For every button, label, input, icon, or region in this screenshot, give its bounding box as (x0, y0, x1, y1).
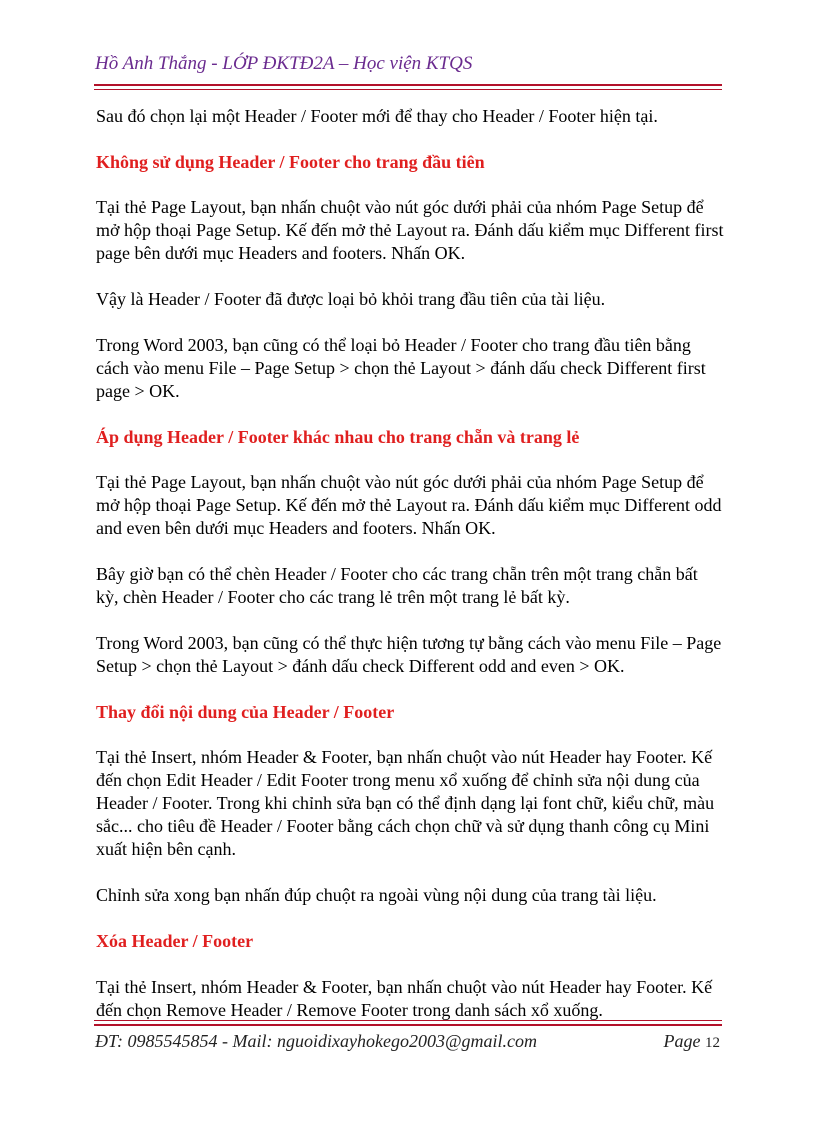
footer-divider-thin (94, 1020, 722, 1021)
paragraph: Vậy là Header / Footer đã được loại bỏ khỏi trang đầu tiên của tài liệu. (96, 289, 606, 309)
page-header-title: Hồ Anh Thắng - LỚP ĐKTĐ2A – Học viện KTQS (95, 53, 473, 74)
section-heading-edit-content: Thay đổi nội dung của Header / Footer (96, 702, 395, 722)
footer-contact-info: ĐT: 0985545854 - Mail: nguoidixayhokego2003@gmail.com (95, 1031, 538, 1051)
paragraph: Tại thẻ Insert, nhóm Header & Footer, bạn nhấn chuột vào nút Header hay Footer. Kế đến chọn Remove Header / Remove Footer trong danh sách xổ xuống. (96, 977, 713, 1020)
page-number-value: 12 (705, 1035, 720, 1051)
paragraph: Bây giờ bạn có thể chèn Header / Footer cho các trang chẵn trên một trang chẵn bất kỳ, chèn Header / Footer cho các trang lẻ trên một trang lẻ bất kỳ. (96, 564, 698, 607)
paragraph: Tại thẻ Page Layout, bạn nhấn chuột vào nút góc dưới phải của nhóm Page Setup để mở hộp thoại Page Setup. Kế đến mở thẻ Layout ra. Đánh dấu kiểm mục Different odd and even bên dưới mục Headers and footers. Nhấn OK. (96, 472, 722, 538)
header-divider-thin (94, 89, 722, 90)
paragraph: Trong Word 2003, bạn cũng có thể thực hiện tương tự bằng cách vào menu File – Page Setup > chọn thẻ Layout > đánh dấu check Different odd and even > OK. (96, 633, 722, 676)
paragraph: Tại thẻ Page Layout, bạn nhấn chuột vào nút góc dưới phải của nhóm Page Setup để mở hộp thoại Page Setup. Kế đến mở thẻ Layout ra. Đánh dấu kiểm mục Different first page bên dưới mục Headers and footers. Nhấn OK. (96, 197, 724, 263)
paragraph: Trong Word 2003, bạn cũng có thể loại bỏ Header / Footer cho trang đầu tiên bằng cách vào menu File – Page Setup > chọn thẻ Layout > đánh dấu check Different first page > OK. (96, 335, 706, 401)
page-number (664, 1031, 720, 1052)
section-heading-first-page: Không sử dụng Header / Footer cho trang đầu tiên (96, 152, 485, 172)
paragraph: Tại thẻ Insert, nhóm Header & Footer, bạn nhấn chuột vào nút Header hay Footer. Kế đến chọn Edit Header / Edit Footer trong menu xổ xuống để chỉnh sửa nội dung của Header / Footer. Trong khi chỉnh sửa bạn có thể định dạng lại font chữ, kiểu chữ, màu sắc... cho tiêu đề Header / Footer bằng cách chọn chữ và sử dụng thanh công cụ Mini xuất hiện bên cạnh. (96, 747, 715, 859)
intro-paragraph: Sau đó chọn lại một Header / Footer mới để thay cho Header / Footer hiện tại. (96, 106, 658, 126)
header-divider-thick (94, 84, 722, 86)
section-heading-odd-even: Áp dụng Header / Footer khác nhau cho trang chẵn và trang lẻ (96, 427, 580, 447)
page-label: Page (663, 1031, 701, 1051)
paragraph: Chỉnh sửa xong bạn nhấn đúp chuột ra ngoài vùng nội dung của trang tài liệu. (96, 885, 657, 905)
section-heading-remove: Xóa Header / Footer (96, 931, 254, 951)
footer-divider-thick (94, 1024, 722, 1026)
